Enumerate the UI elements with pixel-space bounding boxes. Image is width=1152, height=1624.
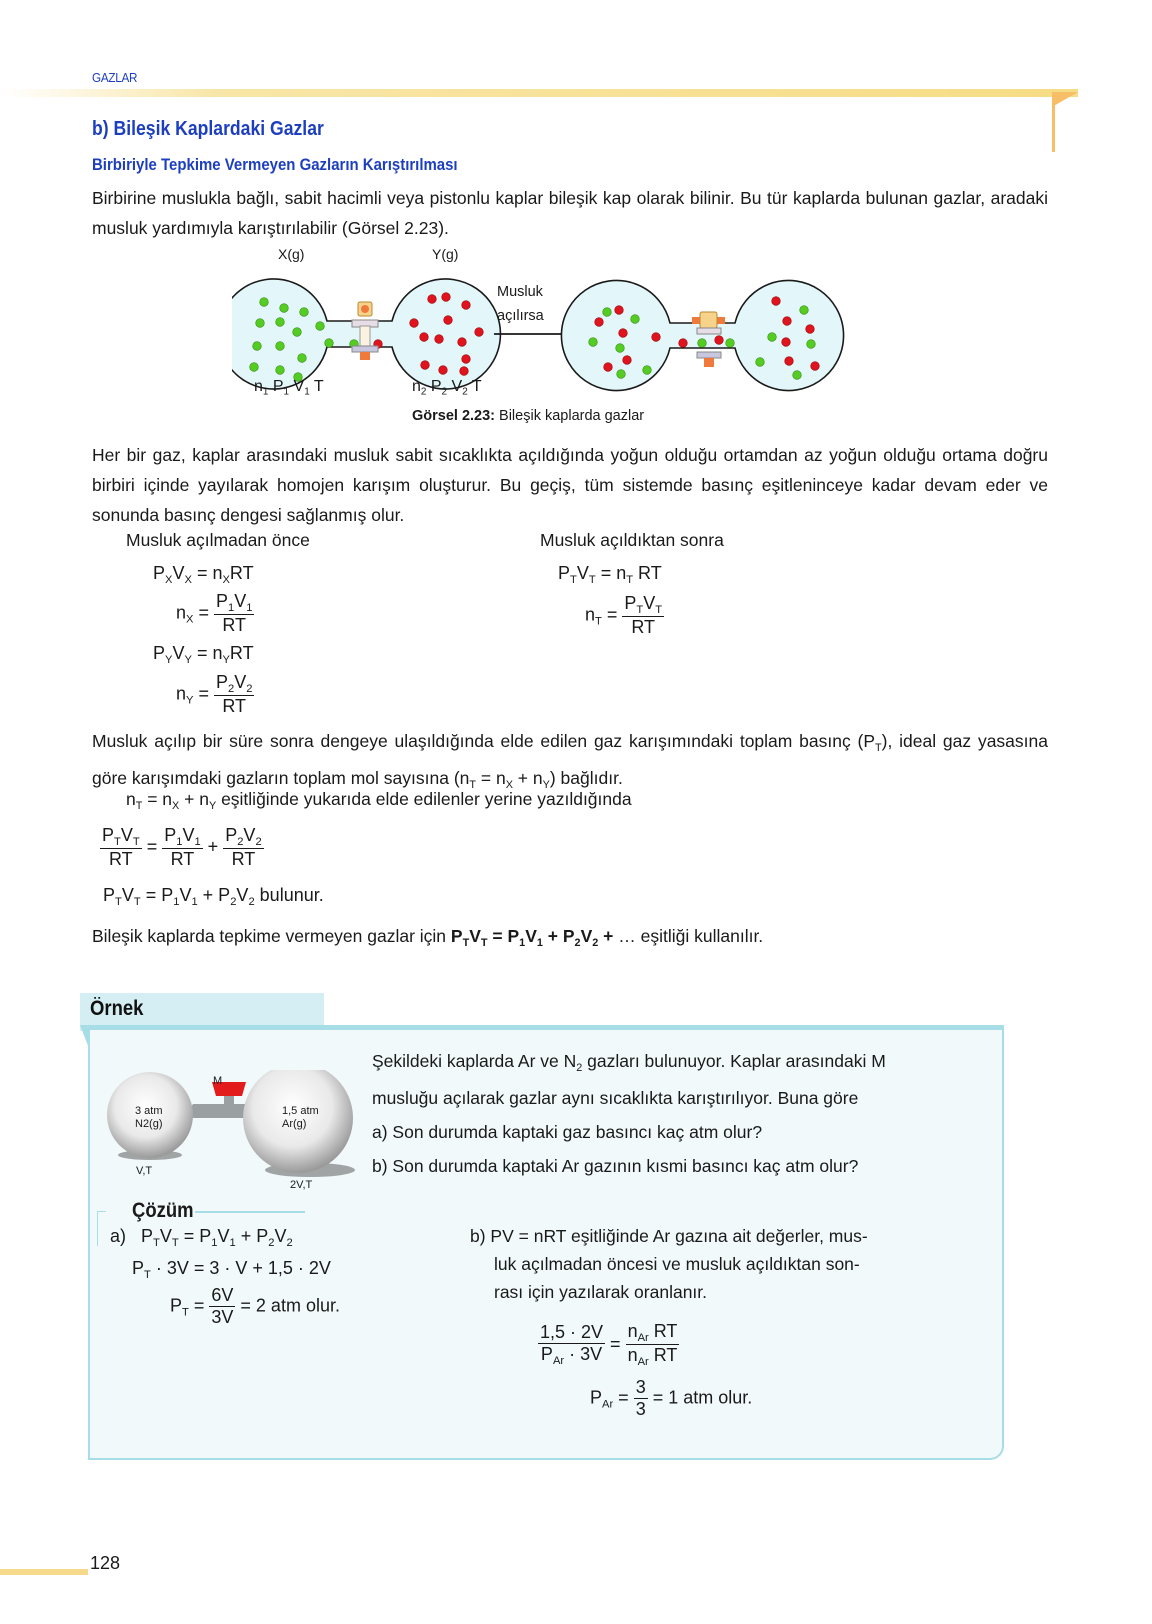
vessels-before xyxy=(232,279,500,389)
eq-after-2: $n_T$ = $\frac{P_TV_T}{RT}$ xyxy=(585,593,663,638)
explanation-paragraph: Her bir gaz, kaplar arasındaki musluk sabit sıcaklıkta açıldığında yoğun olduğu ortamdan az yoğun olduğu ortama doğru birbiri içinde yayılarak homojen karışım oluşturur. Bu geçiş, tüm sistemde basınç eşitleninceye kadar devam eder ve sonunda basınç dengesi sağlanmış olur. xyxy=(92,445,1048,525)
eq-before-4: $n_Y$ = $\frac{P_2V_2}{RT}$ xyxy=(176,672,253,717)
subsection-title: Birbiriyle Tepkime Vermeyen Gazların Karıştırılması xyxy=(92,155,458,174)
right-vessel-state: $n_2$ $P_2$ $V_2$ T xyxy=(412,378,482,398)
eq-before-3: $P_YV_Y = n_YRT$ xyxy=(153,643,254,666)
right-pressure: 1,5 atm xyxy=(282,1105,319,1117)
conclusion-line: Bileşik kaplarda tepkime vermeyen gazlar için $P_TV_T = P_1V_1 + P_2V_2$ + … eşitliği kullanılır. xyxy=(92,926,764,949)
vessels-diagram xyxy=(232,274,872,394)
after-heading: Musluk açıldıktan sonra xyxy=(540,530,724,550)
figure-compound-vessels xyxy=(232,244,872,430)
header-flag-icon xyxy=(1052,92,1078,107)
sum-equation: $\frac{P_TV_T}{RT}$ = $\frac{P_1V_1}{RT}$ + $\frac{P_2V_2}{RT}$ xyxy=(102,825,262,870)
left-vessel-state: $n_1$ $P_1$ $V_1$ T xyxy=(254,378,324,398)
eq-before-1: $P_XV_X = n_XRT$ xyxy=(153,563,254,586)
question-a: a) Son durumda kaptaki gaz basıncı kaç atm olur? xyxy=(372,1121,763,1142)
left-gas: N2(g) xyxy=(135,1118,163,1130)
solution-b-line3: rası için yazılarak oranlanır. xyxy=(494,1282,708,1302)
figure-caption: Görsel 2.23: Bileşik kaplarda gazlar xyxy=(412,408,645,424)
solution-b-result: $P_{Ar}$ = $\frac{3}{3}$ = 1 atm olur. xyxy=(590,1377,753,1419)
solution-b-line1: b) PV = nRT eşitliğinde Ar gazına ait değerler, mus- xyxy=(470,1226,868,1246)
arrow-label-line2: açılırsa xyxy=(497,308,544,324)
example-vessels-diagram xyxy=(100,1070,360,1200)
solution-a-line1: a) $P_TV_T = P_1V_1 + P_2V_2$ xyxy=(110,1226,293,1249)
eq-after-1: $P_TV_T = n_T$ RT xyxy=(558,563,662,586)
before-heading: Musluk açılmadan önce xyxy=(126,530,310,550)
solution-b-line2: luk açılmadan öncesi ve musluk açıldıktan son- xyxy=(494,1254,860,1274)
example-tab: Örnek xyxy=(80,993,324,1031)
solution-title: Çözüm xyxy=(132,1199,194,1222)
arrow-label-line1: Musluk xyxy=(497,284,543,300)
question-b: b) Son durumda kaptaki Ar gazının kısmi basıncı kaç atm olur? xyxy=(372,1155,859,1176)
substitution-line: $n_T = n_X + n_Y$ eşitliğinde yukarıda elde edilenler yerine yazıldığında xyxy=(126,789,632,812)
page-number: 128 xyxy=(90,1553,121,1573)
solution-b-text xyxy=(470,1222,940,1306)
solution-frame xyxy=(97,1211,106,1246)
question-line-2: musluğu açılarak gazlar aynı sıcaklıkta karıştırılıyor. Buna göre xyxy=(372,1087,859,1108)
question-line-1: Şekildeki kaplarda Ar ve $N_2$ gazları bulunuyor. Kaplar arasındaki M xyxy=(372,1051,886,1074)
right-gas: Ar(g) xyxy=(282,1118,307,1130)
left-state: V,T xyxy=(136,1165,153,1177)
total-pressure-paragraph: Musluk açılıp bir süre sonra dengeye ulaşıldığında elde edilen gaz karışımındaki toplam basınç $(P_T)$, ideal gaz yasasına göre karışımdaki gazların toplam mol sayısına $(n_T = n_X + n_Y)$ bağlıdır. xyxy=(92,731,1048,791)
solution-b-ratio: $\frac{1,5 \cdot 2V}{P_{Ar} \cdot 3V}$ = $\frac{n_{Ar} RT}{n_{Ar} RT}$ xyxy=(540,1321,678,1369)
page-footer-bar xyxy=(0,1569,88,1575)
eq-before-2: $n_X$ = $\frac{P_1V_1}{RT}$ xyxy=(176,591,253,636)
example-question xyxy=(372,1046,992,1181)
gas-y-label: Y(g) xyxy=(432,246,459,262)
solution-title-rule xyxy=(195,1211,305,1213)
valve-m-label: M xyxy=(213,1075,223,1087)
result-equation: $P_TV_T = P_1V_1 + P_2V_2$ bulunur. xyxy=(103,885,324,908)
section-title: b) Bileşik Kaplardaki Gazlar xyxy=(92,118,324,140)
left-pressure: 3 atm xyxy=(135,1105,163,1117)
chapter-label: GAZLAR xyxy=(92,70,138,85)
example-figure xyxy=(100,1070,360,1200)
header-rule xyxy=(0,89,1078,97)
gas-x-label: X(g) xyxy=(278,246,305,262)
vessels-after xyxy=(561,281,843,391)
solution-a-line3: $P_T$ = $\frac{6V}{3V}$ = 2 atm olur. xyxy=(170,1285,340,1327)
right-state: 2V,T xyxy=(290,1179,313,1191)
intro-paragraph: Birbirine muslukla bağlı, sabit hacimli veya pistonlu kaplar bileşik kap olarak bilinir. Bu tür kaplarda bulunan gazlar, aradaki musluk yardımıyla karıştırılabilir (Görsel 2.23). xyxy=(92,188,1048,238)
solution-a-line2: $P_T \cdot 3V = 3 \cdot V + 1,5 \cdot 2V$ xyxy=(132,1258,331,1281)
